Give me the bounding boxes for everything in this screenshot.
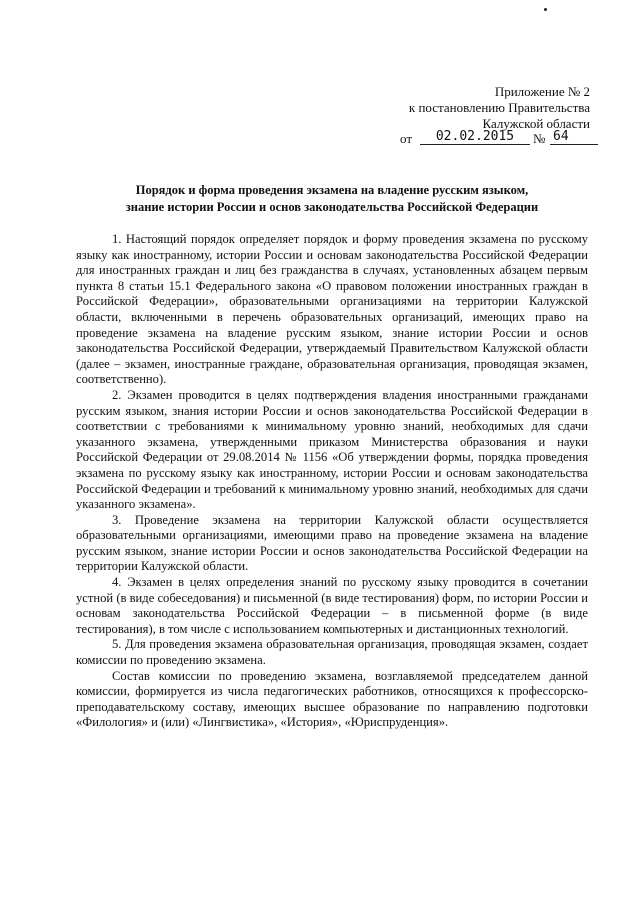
paragraph-1: 1. Настоящий порядок определяет порядок и форму проведения экзамена по русскому языку как иностранному, истории России и основам законодательства Российской Федерации для иностранных граждан и лиц без гражданства в случаях, установленных абзацем первым пункта 8 статьи 15.1 Федерального закона «О правовом положении иностранных граждан в Российской Федерации», образовательными организациями на территории Калужской области, включенными в перечень образовательных организаций, имеющих право на проведение экзамена на владение русским языком, знание истории России и основ законодательства Российской Федерации, утверждаемый Правительством Калужской области (далее – экзамен, иностранные граждане, образовательная организация, проводящая экзамен, соответственно).	[76, 232, 588, 387]
paragraph-4: 4. Экзамен в целях определения знаний по русскому языку проводится в сочетании устной (в виде собеседования) и письменной (в виде тестирования) форм, по истории России и основам законодательства Российской Федерации – в письменной форме (в виде тестирования), в том числе с использованием компьютерных и дистанционных технологий.	[76, 575, 588, 636]
decree-number: 64	[550, 129, 598, 145]
document-title	[62, 182, 602, 216]
decree-date-number	[400, 127, 596, 149]
annex-number: Приложение № 2	[494, 84, 590, 99]
scan-speck	[544, 8, 547, 11]
annex-decree-line: к постановлению Правительства	[408, 100, 590, 115]
annex-region-line: Калужской области	[482, 116, 590, 131]
title-line-1: Порядок и форма проведения экзамена на владение русским языком,	[135, 183, 529, 197]
date-label: от	[400, 131, 413, 146]
document-body	[76, 232, 588, 731]
title-line-2: знание истории России и основ законодательства Российской Федерации	[125, 200, 539, 214]
paragraph-3: 3. Проведение экзамена на территории Калужской области осуществляется образовательными организациями, имеющими право на проведение экзамена на владение русским языком, знание истории России и основ законодательства Российской Федерации на территории Калужской области.	[76, 512, 588, 574]
paragraph-2: 2. Экзамен проводится в целях подтверждения владения иностранными гражданами русским языком, знания истории России и основ законодательства Российской Федерации в соответствии с требованиями к минимальному уровню знаний, необходимых для сдачи указанного экзамена, утвержденными приказом Министерства образования и науки Российской Федерации от 29.08.2014 № 1156 «Об утверждении формы, порядка проведения экзамена по русскому языку как иностранному, истории России и основам законодательства Российской Федерации и требований к минимальному уровню знаний, необходимых для сдачи указанного экзамена».	[76, 387, 588, 512]
number-label: №	[533, 131, 546, 146]
paragraph-6: Состав комиссии по проведению экзамена, возглавляемой председателем данной комиссии, формируется из числа педагогических работников, относящихся к профессорско-преподавательскому составу, имеющих высшее образование по направлению подготовки «Филология» и (или) «Лингвистика», «История», «Юриспруденция».	[76, 668, 588, 730]
paragraph-5: 5. Для проведения экзамена образовательная организация, проводящая экзамен, создает комиссии по проведению экзамена.	[76, 637, 588, 668]
decree-date: 02.02.2015	[420, 129, 530, 145]
